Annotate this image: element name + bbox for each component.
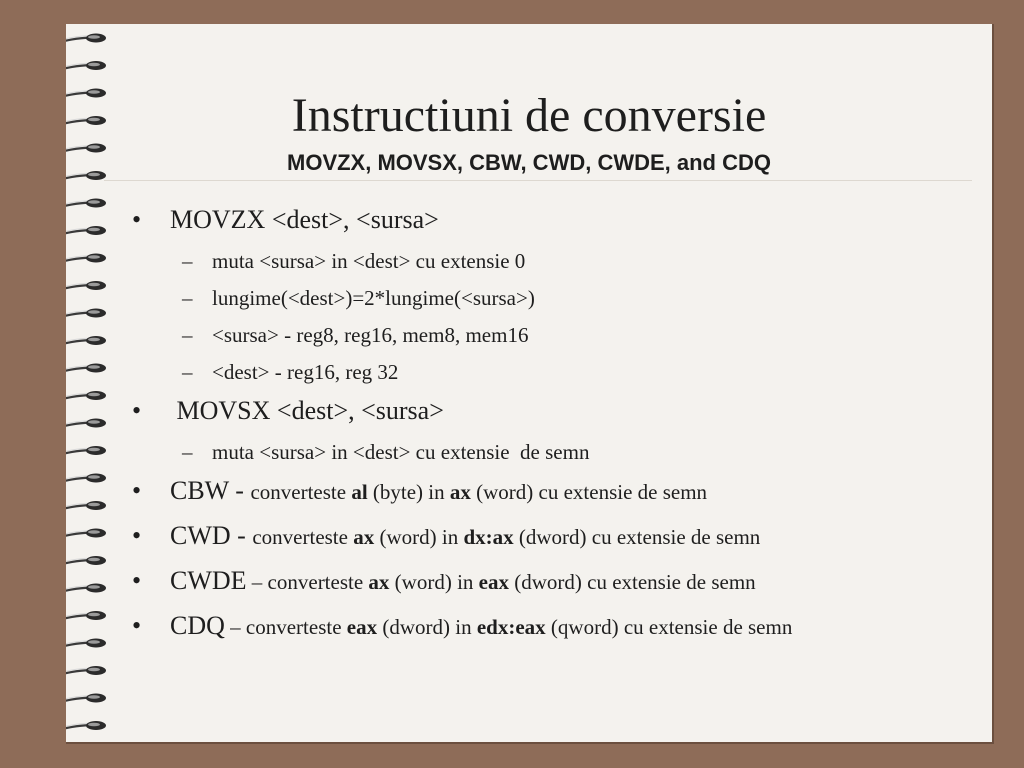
slide-subtitle: MOVZX, MOVSX, CBW, CWD, CWDE, and CDQ (287, 150, 771, 175)
binding-ring (66, 309, 106, 328)
cbw-name: CBW (170, 476, 229, 505)
cwde-sep: – (246, 570, 268, 594)
binding-ring (66, 226, 106, 245)
binding-ring (66, 639, 106, 658)
cwd-text-1: converteste (252, 525, 354, 549)
binding-ring (66, 281, 106, 300)
sub-text: <sursa> - reg8, reg16, mem8, mem16 (212, 323, 529, 347)
cbw-sep: - (228, 476, 251, 505)
binding-ring (66, 666, 106, 685)
binding-ring (66, 89, 106, 108)
binding-ring (66, 501, 106, 520)
movzx-sub-4 (128, 358, 978, 386)
bullet-glyph: • (132, 566, 142, 595)
cdq-bold-1: eax (346, 615, 378, 639)
binding-ring (66, 116, 106, 135)
binding-ring (66, 254, 106, 273)
cbw-text-3: (word) cu extensie de semn (470, 480, 708, 504)
spiral-binding (66, 0, 136, 768)
sub-text: muta <sursa> in <dest> cu extensie de semn (212, 440, 590, 464)
dash-glyph: – (182, 286, 193, 310)
binding-ring (66, 336, 106, 355)
bullet-cwd (128, 520, 978, 553)
binding-ring (66, 556, 106, 575)
binding-ring (66, 419, 106, 438)
movzx-sub-3 (128, 321, 978, 349)
sub-text: <dest> - reg16, reg 32 (212, 360, 399, 384)
cdq-text-3: (qword) cu extensie de semn (545, 615, 793, 639)
cdq-text-2: (dword) in (377, 615, 477, 639)
sub-text: muta <sursa> in <dest> cu extensie 0 (212, 249, 526, 273)
binding-ring (66, 694, 106, 713)
cbw-bold-1: al (351, 480, 368, 504)
title-divider (104, 180, 972, 181)
bullet-glyph: • (132, 205, 142, 234)
bullet-glyph: • (132, 396, 142, 425)
cwd-bold-1: ax (353, 525, 375, 549)
binding-ring (66, 446, 106, 465)
dash-glyph: – (182, 249, 193, 273)
bullet-glyph: • (132, 521, 142, 550)
sub-text: lungime(<dest>)=2*lungime(<sursa>) (212, 286, 535, 310)
cwd-bold-2: dx:ax (463, 525, 514, 549)
cwde-text-2: (word) in (389, 570, 479, 594)
cbw-bold-2: ax (449, 480, 471, 504)
binding-ring (66, 391, 106, 410)
binding-ring (66, 199, 106, 218)
binding-ring (66, 364, 106, 383)
binding-ring (66, 144, 106, 163)
cdq-text-1: converteste (245, 615, 347, 639)
cwde-name: CWDE (170, 566, 247, 595)
cwd-name: CWD (170, 521, 231, 550)
binding-ring (66, 171, 106, 190)
bullet-cdq (128, 610, 978, 643)
dash-glyph: – (182, 440, 193, 464)
cdq-sep: – (224, 615, 246, 639)
cwd-text-2: (word) in (374, 525, 464, 549)
binding-ring (66, 474, 106, 493)
binding-ring (66, 529, 106, 548)
movzx-sub-1 (128, 247, 978, 275)
cbw-text-1: converteste (250, 480, 352, 504)
binding-ring (66, 584, 106, 603)
binding-ring (66, 61, 106, 80)
cbw-text-2: (byte) in (367, 480, 450, 504)
cwde-bold-1: ax (368, 570, 390, 594)
movsx-sub-1 (128, 438, 978, 466)
movzx-label: MOVZX <dest>, <sursa> (170, 205, 439, 234)
binding-ring (66, 721, 106, 740)
bullet-cwde (128, 565, 978, 598)
movsx-label: MOVSX <dest>, <sursa> (170, 396, 444, 425)
cdq-name: CDQ (170, 611, 225, 640)
cwde-text-1: converteste (267, 570, 369, 594)
movzx-sub-2 (128, 284, 978, 312)
cdq-bold-2: edx:eax (476, 615, 546, 639)
bullet-glyph: • (132, 611, 142, 640)
bullet-movzx (128, 204, 978, 235)
cwde-bold-2: eax (478, 570, 509, 594)
bullet-cbw (128, 475, 978, 508)
slide-title: Instructiuni de conversie (291, 89, 767, 142)
cwd-sep: - (230, 521, 253, 550)
bullet-list (128, 204, 978, 655)
binding-ring (66, 611, 106, 630)
cwde-text-3: (dword) cu extensie de semn (508, 570, 756, 594)
dash-glyph: – (182, 323, 193, 347)
binding-ring (66, 34, 106, 53)
dash-glyph: – (182, 360, 193, 384)
bullet-movsx (128, 395, 978, 426)
cwd-text-3: (dword) cu extensie de semn (513, 525, 761, 549)
bullet-glyph: • (132, 476, 142, 505)
